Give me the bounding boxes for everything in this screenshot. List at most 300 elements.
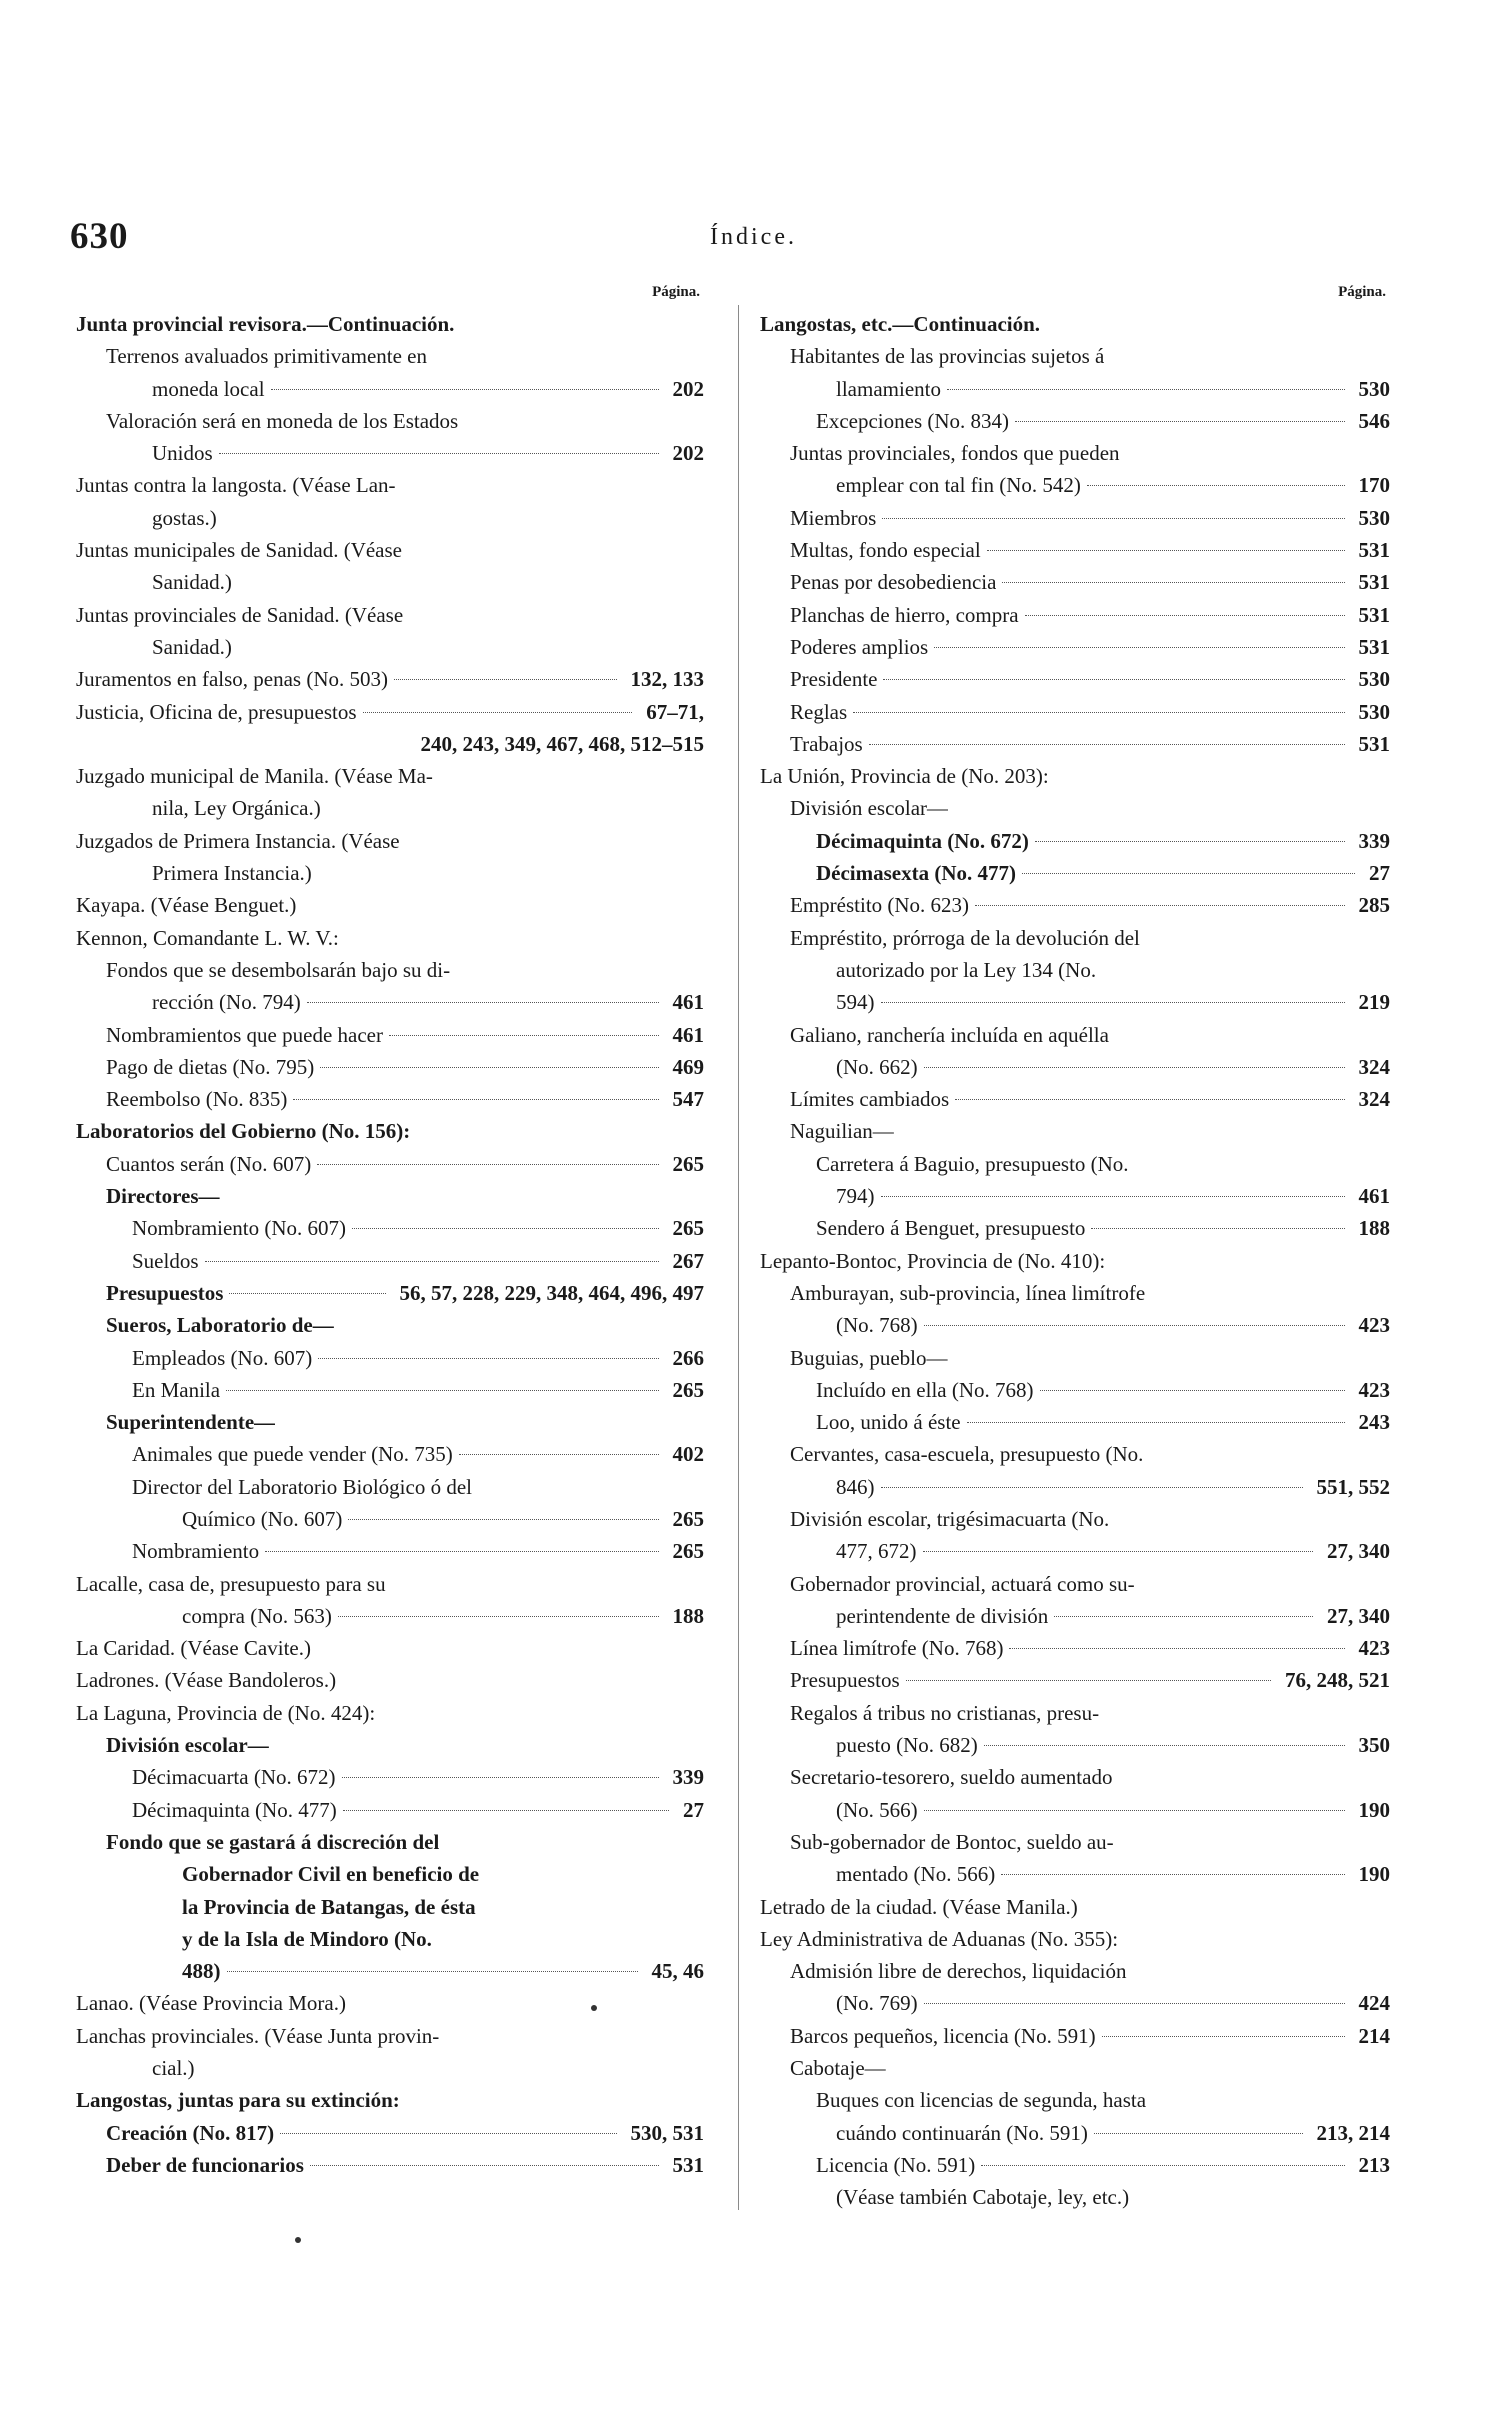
index-entry <box>76 1955 704 1987</box>
page-reference: 76, 248, 521 <box>1285 1668 1390 1693</box>
index-entry <box>760 534 1390 566</box>
index-entry <box>76 1277 704 1309</box>
dot-leader <box>924 1067 1345 1068</box>
page-reference: 213, 214 <box>1316 2120 1390 2145</box>
page-reference: 170 <box>1358 473 1390 498</box>
page-reference: 530 <box>1358 505 1390 530</box>
index-entry <box>76 2084 704 2116</box>
dot-leader <box>923 1551 1314 1552</box>
entry-text: Décimaquinta (No. 477) <box>132 1797 337 1822</box>
dot-leader <box>984 1745 1345 1746</box>
index-entry <box>760 728 1390 760</box>
index-entry <box>760 663 1390 695</box>
page-reference: 265 <box>672 1216 704 1241</box>
page-reference: 240, 243, 349, 467, 468, 512–515 <box>420 731 704 756</box>
entry-text: Nombramiento <box>132 1539 260 1564</box>
index-entry <box>760 1212 1390 1244</box>
index-entry <box>760 889 1390 921</box>
index-entry <box>760 1309 1390 1341</box>
page-reference: 190 <box>1358 1797 1390 1822</box>
dot-leader <box>227 1971 638 1972</box>
entry-text: (No. 566) <box>836 1797 918 1822</box>
index-entry <box>760 566 1390 598</box>
dot-leader <box>271 389 659 390</box>
index-entry <box>760 405 1390 437</box>
page-reference: 547 <box>672 1087 704 1112</box>
index-entry <box>76 1503 704 1535</box>
pagina-label: Página. <box>1338 284 1386 300</box>
entry-text: Juzgados de Primera Instancia. (Véase <box>76 828 400 853</box>
entry-text: Sueros, Laboratorio de— <box>106 1313 334 1338</box>
entry-text: (Véase también Cabotaje, ley, etc.) <box>836 2185 1130 2210</box>
entry-text: Admisión libre de derechos, liquidación <box>790 1959 1127 1984</box>
entry-text: Carretera á Baguio, presupuesto (No. <box>816 1151 1129 1176</box>
entry-text: La Unión, Provincia de (No. 203): <box>760 764 1049 789</box>
index-entry <box>760 2020 1390 2052</box>
entry-text: Juntas provinciales de Sanidad. (Véase <box>76 602 404 627</box>
entry-text: Sub-gobernador de Bontoc, sueldo au- <box>790 1829 1114 1854</box>
index-column-right <box>760 276 1390 2214</box>
dot-leader <box>219 453 659 454</box>
dot-leader <box>934 647 1344 648</box>
page-reference: 188 <box>672 1603 704 1628</box>
page-reference: 339 <box>672 1765 704 1790</box>
entry-text: llamamiento <box>836 376 941 401</box>
entry-text: Langostas, juntas para su extinción: <box>76 2088 400 2113</box>
page-reference: 339 <box>1358 828 1390 853</box>
entry-text: Deber de funcionarios <box>106 2152 304 2177</box>
dot-leader <box>981 2165 1344 2166</box>
page-reference: 530 <box>1358 699 1390 724</box>
index-entry <box>760 825 1390 857</box>
index-entry <box>760 2084 1390 2116</box>
dot-leader <box>1025 615 1345 616</box>
index-entry <box>76 922 704 954</box>
page-reference: 350 <box>1358 1733 1390 1758</box>
dot-leader <box>1015 421 1344 422</box>
entry-text: División escolar— <box>106 1733 269 1758</box>
index-entry <box>76 792 704 824</box>
entry-text: La Laguna, Provincia de (No. 424): <box>76 1700 376 1725</box>
index-entry <box>76 696 704 728</box>
entry-text: Reembolso (No. 835) <box>106 1087 288 1112</box>
dot-leader <box>883 679 1344 680</box>
entry-text: Pago de dietas (No. 795) <box>106 1054 315 1079</box>
index-entry <box>76 1858 704 1890</box>
entry-text: autorizado por la Ley 134 (No. <box>836 957 1097 982</box>
index-entry <box>760 1664 1390 1696</box>
dot-leader <box>280 2133 616 2134</box>
index-entry <box>760 599 1390 631</box>
index-entry <box>76 1309 704 1341</box>
dot-leader <box>881 1196 1345 1197</box>
index-entry <box>76 1568 704 1600</box>
index-entry <box>760 1019 1390 1051</box>
index-entry <box>760 857 1390 889</box>
index-entry <box>760 954 1390 986</box>
page-reference: 243 <box>1358 1410 1390 1435</box>
entry-text: Miembros <box>790 505 877 530</box>
entry-text: cial.) <box>152 2056 195 2081</box>
entry-text: Fondo que se gastará á discreción del <box>106 1829 440 1854</box>
entry-text: Buques con licencias de segunda, hasta <box>816 2088 1147 2113</box>
index-entry <box>760 340 1390 372</box>
index-entry <box>760 469 1390 501</box>
entry-text: Amburayan, sub-provincia, línea limítrofe <box>790 1280 1146 1305</box>
index-entry <box>76 889 704 921</box>
page-reference: 469 <box>672 1054 704 1079</box>
page-reference: 551, 552 <box>1316 1474 1390 1499</box>
index-entry <box>76 534 704 566</box>
index-entry <box>76 1632 704 1664</box>
index-entry <box>760 1632 1390 1664</box>
index-entry <box>760 2149 1390 2181</box>
index-entry <box>760 1891 1390 1923</box>
entry-text: Excepciones (No. 834) <box>816 408 1010 433</box>
entry-text: Creación (No. 817) <box>106 2120 275 2145</box>
dot-leader <box>343 1810 669 1811</box>
index-entry <box>76 1212 704 1244</box>
index-entry <box>760 1342 1390 1374</box>
dot-leader <box>1091 1228 1344 1229</box>
entry-text: 846) <box>836 1474 875 1499</box>
page-reference: 219 <box>1358 990 1390 1015</box>
dot-leader <box>881 1002 1345 1003</box>
entry-text: compra (No. 563) <box>182 1603 332 1628</box>
entry-text: Naguilian— <box>790 1119 894 1144</box>
index-entry <box>760 1858 1390 1890</box>
page-reference: 531 <box>1358 731 1390 756</box>
page-reference: 214 <box>1358 2023 1390 2048</box>
index-entry <box>76 1664 704 1696</box>
index-entry <box>76 599 704 631</box>
index-entry <box>76 1923 704 1955</box>
running-title: Índice. <box>710 224 797 250</box>
dot-leader <box>307 1002 659 1003</box>
index-entry <box>760 1471 1390 1503</box>
page-reference: 132, 133 <box>630 667 704 692</box>
page-reference: 265 <box>672 1377 704 1402</box>
index-entry <box>760 1374 1390 1406</box>
page-reference: 531 <box>672 2152 704 2177</box>
entry-text: Sueldos <box>132 1248 199 1273</box>
entry-text: Juntas municipales de Sanidad. (Véase <box>76 538 402 563</box>
entry-text: Décimaquinta (No. 672) <box>816 828 1029 853</box>
page-reference: 285 <box>1358 893 1390 918</box>
page-reference: 530, 531 <box>630 2120 704 2145</box>
entry-text: Fondos que se desembolsarán bajo su di- <box>106 957 451 982</box>
entry-text: Regalos á tribus no cristianas, presu- <box>790 1700 1100 1725</box>
entry-text: la Provincia de Batangas, de ésta <box>182 1894 476 1919</box>
dot-leader <box>882 518 1344 519</box>
entry-text: moneda local <box>152 376 265 401</box>
index-entry <box>76 469 704 501</box>
entry-text: Juramentos en falso, penas (No. 503) <box>76 667 389 692</box>
entry-text: Letrado de la ciudad. (Véase Manila.) <box>760 1894 1078 1919</box>
index-entry <box>760 1729 1390 1761</box>
dot-leader <box>1001 1874 1344 1875</box>
entry-text: Lacalle, casa de, presupuesto para su <box>76 1571 386 1596</box>
page-reference: 213 <box>1358 2152 1390 2177</box>
dot-leader <box>1022 873 1355 874</box>
page-reference: 324 <box>1358 1087 1390 1112</box>
dot-leader <box>906 1680 1271 1681</box>
index-entry <box>76 1342 704 1374</box>
page-reference: 45, 46 <box>651 1959 704 1984</box>
entry-text: (No. 662) <box>836 1054 918 1079</box>
dot-leader <box>955 1099 1344 1100</box>
entry-text: Décimacuarta (No. 672) <box>132 1765 336 1790</box>
dot-leader <box>975 905 1344 906</box>
index-entry <box>760 1568 1390 1600</box>
dot-leader <box>869 744 1345 745</box>
page-reference: 27, 340 <box>1327 1603 1390 1628</box>
index-entry <box>76 1535 704 1567</box>
index-entry <box>760 1697 1390 1729</box>
index-entry <box>760 986 1390 1018</box>
entry-text: Animales que puede vender (No. 735) <box>132 1442 453 1467</box>
entry-text: Presupuestos <box>790 1668 900 1693</box>
dot-leader <box>1094 2133 1303 2134</box>
index-entry <box>76 1729 704 1761</box>
entry-text: gostas.) <box>152 505 217 530</box>
index-entry <box>76 1438 704 1470</box>
entry-text: Sanidad.) <box>152 634 232 659</box>
index-entry <box>76 1826 704 1858</box>
index-entry <box>760 1115 1390 1147</box>
page-reference: 324 <box>1358 1054 1390 1079</box>
page-reference: 56, 57, 228, 229, 348, 464, 496, 497 <box>399 1280 704 1305</box>
entry-text: Penas por desobediencia <box>790 570 997 595</box>
index-entry <box>76 502 704 534</box>
entry-text: Línea limítrofe (No. 768) <box>790 1636 1004 1661</box>
index-entry <box>76 1051 704 1083</box>
page-reference: 546 <box>1358 408 1390 433</box>
index-entry <box>760 2181 1390 2213</box>
index-entry <box>76 1374 704 1406</box>
entry-text: 794) <box>836 1184 875 1209</box>
index-entry <box>76 2052 704 2084</box>
entry-text: mentado (No. 566) <box>836 1862 996 1887</box>
index-entry <box>760 1923 1390 1955</box>
entry-text: Secretario-tesorero, sueldo aumentado <box>790 1765 1113 1790</box>
page-reference: 265 <box>672 1506 704 1531</box>
page-reference: 531 <box>1358 538 1390 563</box>
index-entry <box>76 1471 704 1503</box>
entry-text: Juntas provinciales, fondos que pueden <box>790 441 1120 466</box>
dot-leader <box>853 712 1344 713</box>
entry-text: 488) <box>182 1959 221 1984</box>
dot-leader <box>338 1616 659 1617</box>
page-reference: 423 <box>1358 1377 1390 1402</box>
dot-leader <box>987 550 1345 551</box>
index-entry <box>76 1083 704 1115</box>
index-entry <box>760 1438 1390 1470</box>
entry-text: Empleados (No. 607) <box>132 1345 313 1370</box>
index-entry <box>760 437 1390 469</box>
entry-text: En Manila <box>132 1377 221 1402</box>
entry-text: perintendente de división <box>836 1603 1049 1628</box>
entry-text: Loo, unido á éste <box>816 1410 961 1435</box>
index-entry <box>76 2117 704 2149</box>
page-reference: 423 <box>1358 1636 1390 1661</box>
dot-leader <box>1054 1616 1313 1617</box>
page-reference: 423 <box>1358 1313 1390 1338</box>
page-reference: 461 <box>672 1022 704 1047</box>
entry-text: Justicia, Oficina de, presupuestos <box>76 699 357 724</box>
entry-text: rección (No. 794) <box>152 990 301 1015</box>
entry-text: Langostas, etc.—Continuación. <box>760 312 1041 336</box>
index-entry <box>760 1277 1390 1309</box>
entry-text: Laboratorios del Gobierno (No. 156): <box>76 1119 411 1144</box>
index-entry <box>76 825 704 857</box>
index-entry <box>76 1987 704 2019</box>
index-entry <box>76 340 704 372</box>
page-reference: 530 <box>1358 667 1390 692</box>
entry-text: Director del Laboratorio Biológico ó del <box>132 1474 472 1499</box>
page-reference: 531 <box>1358 634 1390 659</box>
index-entry <box>76 308 704 340</box>
dot-leader <box>459 1454 659 1455</box>
entry-text: Sanidad.) <box>152 570 232 595</box>
index-entry <box>760 1051 1390 1083</box>
entry-text: Licencia (No. 591) <box>816 2152 976 2177</box>
page-reference: 188 <box>1358 1216 1390 1241</box>
entry-text: Poderes amplios <box>790 634 929 659</box>
dot-leader <box>352 1228 658 1229</box>
page-reference: 67–71, <box>646 699 704 724</box>
dot-leader <box>947 389 1345 390</box>
entry-text: Superintendente— <box>106 1410 276 1435</box>
entry-text: Químico (No. 607) <box>182 1506 343 1531</box>
index-entry <box>76 373 704 405</box>
entry-text: Límites cambiados <box>790 1087 950 1112</box>
dot-leader <box>317 1164 658 1165</box>
entry-text: División escolar— <box>790 796 949 821</box>
dot-leader <box>1035 841 1345 842</box>
entry-text: Directores— <box>106 1184 220 1209</box>
index-entry <box>76 986 704 1018</box>
index-entry <box>760 1406 1390 1438</box>
index-entry <box>76 437 704 469</box>
index-entry <box>760 2117 1390 2149</box>
entry-text: cuándo continuarán (No. 591) <box>836 2120 1088 2145</box>
index-entry <box>76 1761 704 1793</box>
entry-text: Lanchas provinciales. (Véase Junta provin- <box>76 2023 440 2048</box>
dot-leader <box>1102 2036 1345 2037</box>
entry-text: y de la Isla de Mindoro (No. <box>182 1926 432 1951</box>
page-reference: 265 <box>672 1539 704 1564</box>
dot-leader <box>924 1325 1345 1326</box>
dot-leader <box>348 1519 658 1520</box>
index-entry <box>76 1891 704 1923</box>
entry-text: Kayapa. (Véase Benguet.) <box>76 893 297 918</box>
index-entry <box>760 1600 1390 1632</box>
page-reference: 266 <box>672 1345 704 1370</box>
entry-text: Kennon, Comandante L. W. V.: <box>76 925 339 950</box>
page-reference: 27 <box>1369 861 1390 886</box>
page-reference: 267 <box>672 1248 704 1273</box>
index-entry <box>760 1245 1390 1277</box>
entry-text: nila, Ley Orgánica.) <box>152 796 321 821</box>
index-entry <box>76 2149 704 2181</box>
index-entry <box>760 1535 1390 1567</box>
index-entry <box>76 1406 704 1438</box>
index-entry <box>760 922 1390 954</box>
dot-leader <box>342 1777 659 1778</box>
entry-text: Trabajos <box>790 731 863 756</box>
dot-leader <box>1087 485 1345 486</box>
dot-leader <box>293 1099 658 1100</box>
entry-text: División escolar, trigésimacuarta (No. <box>790 1506 1110 1531</box>
index-entry <box>760 1987 1390 2019</box>
entry-text: Cervantes, casa-escuela, presupuesto (No. <box>790 1442 1144 1467</box>
entry-text: Valoración será en moneda de los Estados <box>106 408 459 433</box>
dot-leader <box>967 1422 1345 1423</box>
entry-text: Gobernador Civil en beneficio de <box>182 1862 480 1887</box>
entry-text: (No. 769) <box>836 1991 918 2016</box>
dot-leader <box>394 679 616 680</box>
index-entry <box>76 1600 704 1632</box>
entry-text: Reglas <box>790 699 848 724</box>
index-entry <box>76 857 704 889</box>
index-entry <box>760 1955 1390 1987</box>
dot-leader <box>310 2165 659 2166</box>
entry-text: Multas, fondo especial <box>790 538 981 563</box>
index-entry <box>760 631 1390 663</box>
index-entry <box>760 308 1390 340</box>
entry-text: 477, 672) <box>836 1539 917 1564</box>
page-reference: 402 <box>672 1442 704 1467</box>
page-reference: 202 <box>672 441 704 466</box>
index-entry <box>76 1148 704 1180</box>
entry-text: puesto (No. 682) <box>836 1733 978 1758</box>
entry-text: Primera Instancia.) <box>152 861 312 886</box>
entry-text: Habitantes de las provincias sujetos á <box>790 344 1105 369</box>
dot-leader <box>229 1293 385 1294</box>
entry-text: La Caridad. (Véase Cavite.) <box>76 1636 311 1661</box>
entry-text: Juzgado municipal de Manila. (Véase Ma- <box>76 764 433 789</box>
entry-text: Incluído en ella (No. 768) <box>816 1377 1034 1402</box>
page-reference: 190 <box>1358 1862 1390 1887</box>
entry-text: Cabotaje— <box>790 2056 886 2081</box>
dot-leader <box>1009 1648 1344 1649</box>
index-entry <box>760 760 1390 792</box>
dot-leader <box>265 1551 658 1552</box>
page-reference: 461 <box>672 990 704 1015</box>
index-entry <box>760 696 1390 728</box>
entry-text: Juntas contra la langosta. (Véase Lan- <box>76 473 396 498</box>
index-entry <box>760 1180 1390 1212</box>
entry-text: Buguias, pueblo— <box>790 1345 948 1370</box>
dot-leader <box>226 1390 658 1391</box>
entry-text: Unidos <box>152 441 213 466</box>
pagina-label: Página. <box>652 284 700 300</box>
entry-text: Cuantos serán (No. 607) <box>106 1151 312 1176</box>
index-entry <box>760 1083 1390 1115</box>
page-reference: 531 <box>1358 602 1390 627</box>
entry-text: 594) <box>836 990 875 1015</box>
entry-text: Gobernador provincial, actuará como su- <box>790 1571 1135 1596</box>
page-reference: 202 <box>672 376 704 401</box>
dot-leader <box>881 1487 1303 1488</box>
page-reference: 530 <box>1358 376 1390 401</box>
dot-leader <box>1002 582 1344 583</box>
index-entry <box>76 1180 704 1212</box>
entry-text: Ley Administrativa de Aduanas (No. 355): <box>760 1926 1119 1951</box>
index-column-left <box>76 276 704 2181</box>
entry-text: Galiano, ranchería incluída en aquélla <box>790 1022 1109 1047</box>
